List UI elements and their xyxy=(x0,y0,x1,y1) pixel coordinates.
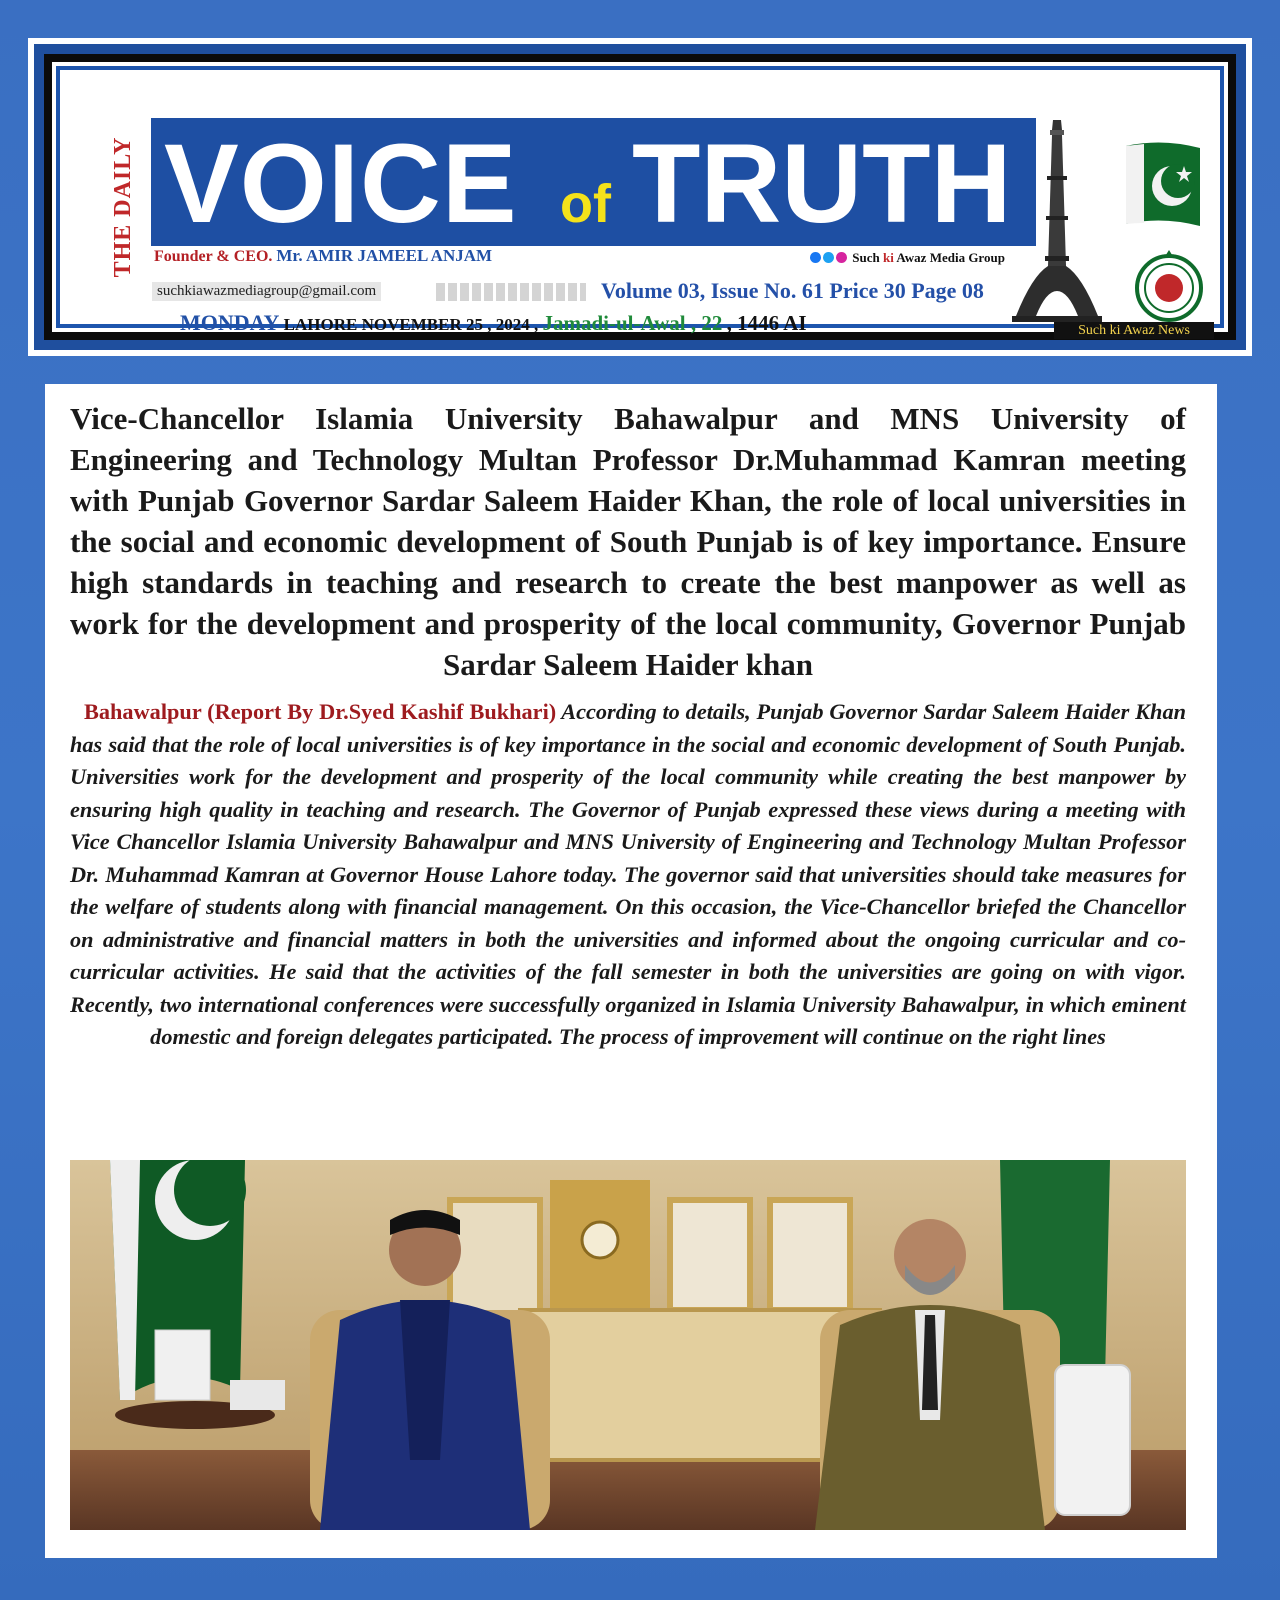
minar-e-pakistan-icon xyxy=(1012,116,1102,324)
news-tag: Such ki Awaz News xyxy=(1054,322,1214,339)
article-byline: Bahawalpur (Report By Dr.Syed Kashif Bukhari) xyxy=(84,699,557,724)
title-voice: VOICE xyxy=(164,121,518,246)
city-date: LAHORE NOVEMBER 25 , 2024 , xyxy=(283,315,539,334)
title-of: of xyxy=(560,174,611,234)
founder-name: Mr. AMIR JAMEEL ANJAM xyxy=(276,246,493,265)
weekday: MONDAY xyxy=(180,310,280,335)
separator-bar xyxy=(436,283,586,301)
the-daily-label: THE DAILY xyxy=(110,136,136,278)
social-line xyxy=(810,250,1005,266)
article-text: According to details, Punjab Governor Sardar Saleem Haider Khan has said that the role of local universities is of key importance in the social and economic development of South Punjab. Universities work for the development and prosperity of the local community while creating the best manpower by ensuring high quality in teaching and research. The Governor of Punjab expressed these views during a meeting with Vice Chancellor Islamia University Bahawalpur and MNS University of Engineering and Technology Multan Professor Dr. Muhammad Kamran at Governor House Lahore today. The governor said that universities should take measures for the welfare of students along with financial management. On this occasion, the Vice-Chancellor briefed the Chancellor on administrative and financial matters in both the universities and informed about the ongoing curricular and co-curricular activities. He said that the activities of the fall semester in both the universities are going on with vigor. Recently, two international conferences were successfully organized in Islamia University Bahawalpur, in which eminent domestic and foreign delegates participated. The process of improvement will continue on the right lines xyxy=(70,699,1186,1049)
media-group-ki: ki xyxy=(882,250,894,265)
volume-issue-line: Volume 03, Issue No. 61 Price 30 Page 08 xyxy=(601,278,984,303)
founder-label: Founder & CEO. xyxy=(154,248,273,265)
hijri-year: , 1446 AI xyxy=(726,311,807,335)
meeting-photo xyxy=(70,1160,1186,1530)
media-group-post: Awaz Media Group xyxy=(896,250,1005,265)
media-group-pre: Such xyxy=(852,250,880,265)
facebook-icon[interactable] xyxy=(810,252,821,263)
article-body xyxy=(70,696,1186,1054)
title-truth: TRUTH xyxy=(632,121,1012,246)
dateline xyxy=(180,310,807,336)
media-group-emblem-icon xyxy=(1130,248,1208,322)
masthead xyxy=(28,38,1252,356)
pakistan-flag-icon xyxy=(1122,136,1202,232)
email-address[interactable]: suchkiawazmediagroup@gmail.com xyxy=(152,282,381,301)
article-headline: Vice-Chancellor Islamia University Bahawalpur and MNS University of Engineering and Technology Multan Professor Dr.Muhammad Kamran meeting with Punjab Governor Sardar Saleem Haider Khan, the role of local universities in the social and economic development of South Punjab is of key importance. Ensure high standards in teaching and research to create the best manpower as well as work for the development and prosperity of the local community, Governor Punjab Sardar Saleem Haider khan xyxy=(70,401,1186,682)
instagram-icon[interactable] xyxy=(836,252,847,263)
founder-line xyxy=(154,246,492,266)
hijri-date: Jamadi-ul-Awal , 22 xyxy=(542,311,723,335)
twitter-icon[interactable] xyxy=(823,252,834,263)
